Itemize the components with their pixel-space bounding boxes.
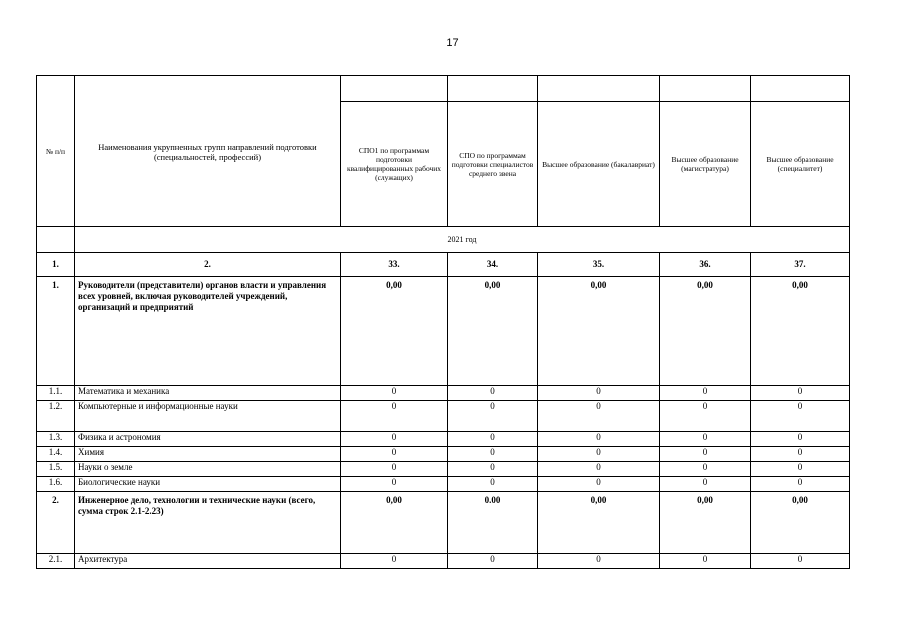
header-specialist: Высшее образование (специалитет)	[751, 102, 850, 227]
row-value: 0,00	[751, 492, 850, 554]
row-value: 0,00	[660, 277, 751, 386]
row-name: Архитектура	[75, 554, 341, 569]
column-index: 37.	[751, 253, 850, 277]
row-value: 0	[341, 477, 448, 492]
row-value: 0	[448, 386, 538, 401]
row-value: 0	[448, 432, 538, 447]
row-value: 0	[538, 432, 660, 447]
row-value: 0	[751, 477, 850, 492]
row-value: 0	[341, 386, 448, 401]
row-value: 0,00	[341, 492, 448, 554]
header-year-row	[37, 227, 850, 253]
row-value: 0	[660, 401, 751, 432]
row-name: Химия	[75, 447, 341, 462]
row-value: 0	[751, 386, 850, 401]
column-index-row	[37, 253, 850, 277]
row-value: 0	[660, 432, 751, 447]
row-number: 1.6.	[37, 477, 75, 492]
table-row	[37, 492, 850, 554]
row-value: 0	[660, 462, 751, 477]
row-number: 1.2.	[37, 401, 75, 432]
row-value: 0	[751, 462, 850, 477]
row-value: 0,00	[341, 277, 448, 386]
header-number-col: № п/п	[37, 76, 75, 227]
row-value: 0	[341, 554, 448, 569]
year-label: 2021 год	[75, 227, 850, 253]
header-spo-specialists: СПО по программам подготовки специалистов среднего звена	[448, 102, 538, 227]
column-index: 2.	[75, 253, 341, 277]
row-value: 0	[660, 554, 751, 569]
table-row	[37, 462, 850, 477]
table-row	[37, 554, 850, 569]
column-index: 34.	[448, 253, 538, 277]
training-directions-table	[36, 75, 850, 569]
row-value: 0	[538, 447, 660, 462]
row-value: 0	[341, 432, 448, 447]
row-value: 0,00	[660, 492, 751, 554]
row-number: 1.4.	[37, 447, 75, 462]
row-value: 0	[538, 386, 660, 401]
row-value: 0	[751, 432, 850, 447]
row-name: Математика и механика	[75, 386, 341, 401]
row-value: 0	[341, 462, 448, 477]
row-value: 0	[660, 386, 751, 401]
table-row	[37, 432, 850, 447]
header-top-cell	[448, 76, 538, 102]
row-number: 2.1.	[37, 554, 75, 569]
row-value: 0,00	[448, 277, 538, 386]
row-name: Компьютерные и информационные науки	[75, 401, 341, 432]
header-top-cell	[538, 76, 660, 102]
row-number: 1.1.	[37, 386, 75, 401]
header-top-cell	[660, 76, 751, 102]
row-value: 0	[751, 447, 850, 462]
page-number: 17	[446, 37, 459, 49]
row-number: 1.5.	[37, 462, 75, 477]
row-value: 0	[448, 554, 538, 569]
row-value: 0	[660, 477, 751, 492]
row-value: 0	[448, 462, 538, 477]
table-row	[37, 386, 850, 401]
row-value: 0,00	[538, 492, 660, 554]
row-number: 1.	[37, 277, 75, 386]
row-value: 0	[660, 447, 751, 462]
row-value: 0	[538, 401, 660, 432]
header-master: Высшее образование (магистратура)	[660, 102, 751, 227]
header-name-col: Наименования укрупненных групп направлений подготовки (специальностей, профессий)	[75, 76, 341, 227]
header-top-cell	[751, 76, 850, 102]
year-empty-cell	[37, 227, 75, 253]
table-row	[37, 447, 850, 462]
row-name: Физика и астрономия	[75, 432, 341, 447]
row-value: 0	[538, 554, 660, 569]
header-top-cell	[341, 76, 448, 102]
column-index: 35.	[538, 253, 660, 277]
column-index: 1.	[37, 253, 75, 277]
table-row	[37, 401, 850, 432]
row-value: 0	[538, 462, 660, 477]
table-row	[37, 277, 850, 386]
row-value: 0	[448, 401, 538, 432]
row-value: 0	[448, 477, 538, 492]
header-bachelor: Высшее образование (бакалавриат)	[538, 102, 660, 227]
row-value: 0	[538, 477, 660, 492]
row-name: Науки о земле	[75, 462, 341, 477]
row-name: Инженерное дело, технологии и технические науки (всего, сумма строк 2.1-2.23)	[75, 492, 341, 554]
row-name: Биологические науки	[75, 477, 341, 492]
column-index: 36.	[660, 253, 751, 277]
row-number: 2.	[37, 492, 75, 554]
header-spo-workers: СПО1 по программам подготовки квалифицированных рабочих (служащих)	[341, 102, 448, 227]
header-top-row	[37, 76, 850, 102]
row-value: 0.00	[448, 492, 538, 554]
row-value: 0	[341, 401, 448, 432]
table-row	[37, 477, 850, 492]
row-value: 0,00	[751, 277, 850, 386]
column-index: 33.	[341, 253, 448, 277]
row-value: 0	[341, 447, 448, 462]
row-name: Руководители (представители) органов власти и управления всех уровней, включая руководителей учреждений, организаций и предприятий	[75, 277, 341, 386]
row-value: 0,00	[538, 277, 660, 386]
row-value: 0	[751, 401, 850, 432]
row-value: 0	[751, 554, 850, 569]
row-value: 0	[448, 447, 538, 462]
row-number: 1.3.	[37, 432, 75, 447]
